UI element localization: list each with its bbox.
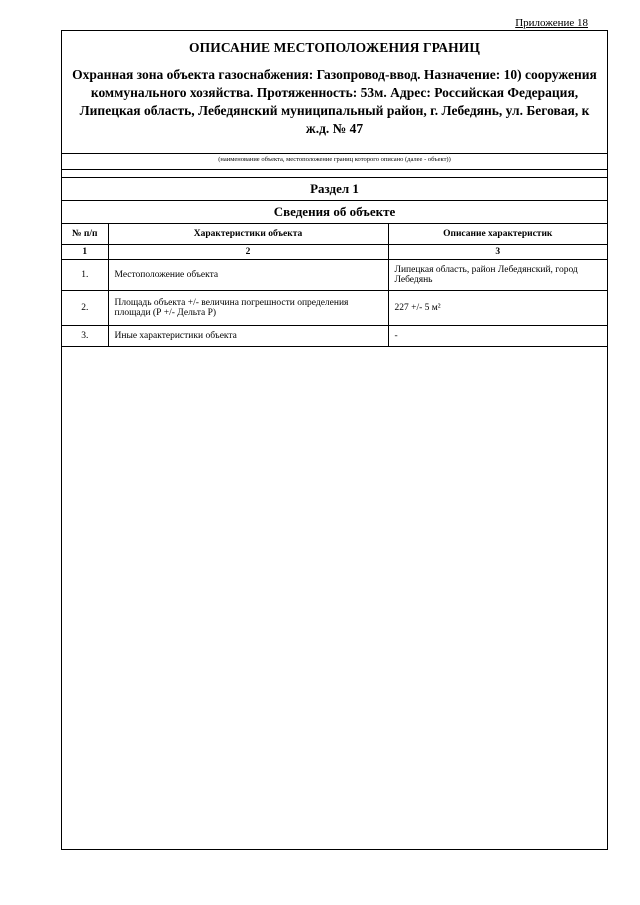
table-row	[62, 291, 607, 326]
table-row	[62, 326, 607, 347]
row-description: Липецкая область, район Лебедянский, город Лебедянь	[388, 260, 607, 291]
document-title: ОПИСАНИЕ МЕСТОПОЛОЖЕНИЯ ГРАНИЦ	[189, 40, 480, 55]
row-characteristic: Иные характеристики объекта	[108, 326, 388, 347]
object-info-table	[62, 223, 607, 347]
row-num: 1.	[62, 260, 108, 291]
section-title: Раздел 1	[310, 181, 359, 196]
column-number: 2	[108, 245, 388, 260]
table-header-row	[62, 224, 607, 245]
row-description: 227 +/- 5 м²	[388, 291, 607, 326]
document-sheet	[61, 30, 608, 850]
header-num: № п/п	[62, 224, 108, 245]
header-characteristic: Характеристики объекта	[108, 224, 388, 245]
section-subtitle: Сведения об объекте	[273, 204, 396, 219]
object-caption: (наименование объекта, местоположение границ которого описано (далее - объект))	[218, 156, 451, 163]
column-number: 1	[62, 245, 108, 260]
row-characteristic: Местоположение объекта	[108, 260, 388, 291]
column-number: 3	[388, 245, 607, 260]
row-num: 2.	[62, 291, 108, 326]
object-description: Охранная зона объекта газоснабжения: Газопровод-ввод. Назначение: 10) сооружения коммунального хозяйства. Протяженность: 53м. Адрес: Российская Федерация, Липецкая область, Лебедянский муниципальный район, г. Лебедянь, ул. Беговая, к ж.д. № 47	[72, 67, 597, 136]
row-description: -	[388, 326, 607, 347]
row-characteristic: Площадь объекта +/- величина погрешности определения площади (Р +/- Дельта Р)	[108, 291, 388, 326]
table-row	[62, 260, 607, 291]
column-number-row	[62, 245, 607, 260]
row-num: 3.	[62, 326, 108, 347]
header-description: Описание характеристик	[388, 224, 607, 245]
appendix-label: Приложение 18	[515, 17, 588, 29]
